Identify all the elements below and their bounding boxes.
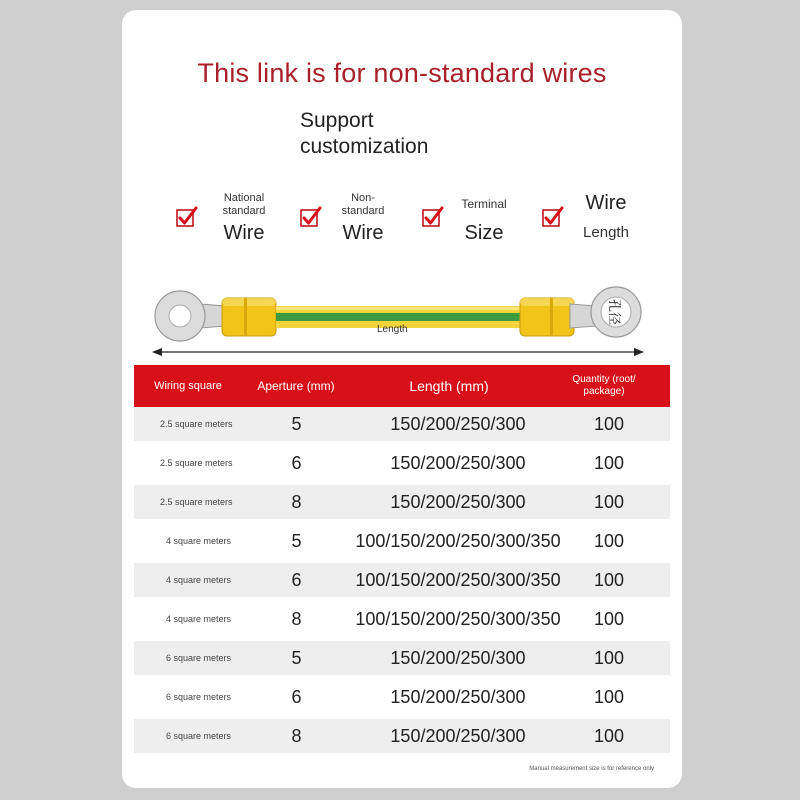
table-row [134,719,670,753]
cell-wiring-square: 2.5 square meters [160,457,233,468]
cell-length: 150/200/250/300 [390,725,526,746]
right-ring-terminal [570,287,641,337]
support-line-2: customization [300,135,429,158]
cell-wiring-square: 4 square meters [166,535,232,546]
cell-aperture: 8 [291,491,302,512]
cell-wiring-square: 4 square meters [166,613,232,624]
feature-small-text: Terminal [461,197,507,211]
table-row [134,446,670,480]
cell-quantity: 100 [593,686,625,707]
cell-aperture: 6 [291,686,302,707]
table-row [134,485,670,519]
left-yellow-sleeve [222,298,276,336]
table-row [134,563,670,597]
feature-non-standard-wire [300,192,400,258]
checkbox-checked-icon [542,206,564,228]
feature-big-text: Wire [342,222,384,244]
length-arrow [152,348,644,356]
cell-wiring-square: 6 square meters [166,691,232,702]
table-row [134,524,670,558]
checkbox-checked-icon [300,206,322,228]
cell-wiring-square: 6 square meters [166,652,232,663]
feature-small-text: National standard [222,192,266,217]
right-yellow-sleeve [520,298,574,336]
support-line-1: Support [300,109,374,132]
checkbox-checked-icon [176,206,198,228]
header-length: Length (mm) [409,378,489,394]
left-ring-terminal [155,291,226,341]
cell-aperture: 5 [291,647,302,668]
cell-wiring-square: 2.5 square meters [160,496,233,507]
ring-terminal-wire-illustration [122,268,682,360]
header-aperture: Aperture (mm) [257,379,335,393]
table-row [134,680,670,714]
feature-small-text: Non- standard [341,192,385,217]
cell-quantity: 100 [593,725,625,746]
cell-wiring-square: 4 square meters [166,574,232,585]
cell-quantity: 100 [593,530,625,551]
aperture-marking: 孔径 [606,298,621,326]
cell-wiring-square: 6 square meters [166,730,232,741]
support-customization-text [300,108,428,160]
feature-wire-length [542,192,662,258]
length-label: Length [377,324,408,335]
table-header [134,365,670,407]
feature-small-text: Length [583,224,629,241]
feature-terminal-size [422,192,522,258]
cell-quantity: 100 [593,491,625,512]
footnote: Manual measurement size is for reference only [529,766,654,772]
cell-length: 100/150/200/250/300/350 [355,569,561,590]
cell-length: 150/200/250/300 [390,491,526,512]
feature-big-text: Size [464,222,504,244]
cell-length: 150/200/250/300 [390,686,526,707]
cell-length: 100/150/200/250/300/350 [355,530,561,551]
cell-quantity: 100 [593,608,625,629]
cell-length: 150/200/250/300 [390,413,526,434]
cell-quantity: 100 [593,647,625,668]
cell-aperture: 6 [291,569,302,590]
cell-length: 150/200/250/300 [390,647,526,668]
cell-aperture: 5 [291,530,302,551]
cell-aperture: 8 [291,725,302,746]
table-row [134,602,670,636]
table-row [134,407,670,441]
table-row [134,641,670,675]
cell-length: 150/200/250/300 [390,452,526,473]
cell-aperture: 6 [291,452,302,473]
header-quantity: Quantity (root/ package) [572,374,636,397]
feature-national-standard-wire [176,192,276,258]
cell-wiring-square: 2.5 square meters [160,418,233,429]
cell-quantity: 100 [593,452,625,473]
cell-quantity: 100 [593,413,625,434]
feature-big-text: Wire [585,192,627,214]
cell-quantity: 100 [593,569,625,590]
cell-length: 100/150/200/250/300/350 [355,608,561,629]
product-card [122,10,682,788]
feature-big-text: Wire [223,222,265,244]
header-wiring-square: Wiring square [154,380,222,392]
headline: This link is for non-standard wires [197,58,607,88]
cell-aperture: 8 [291,608,302,629]
checkbox-checked-icon [422,206,444,228]
cell-aperture: 5 [291,413,302,434]
